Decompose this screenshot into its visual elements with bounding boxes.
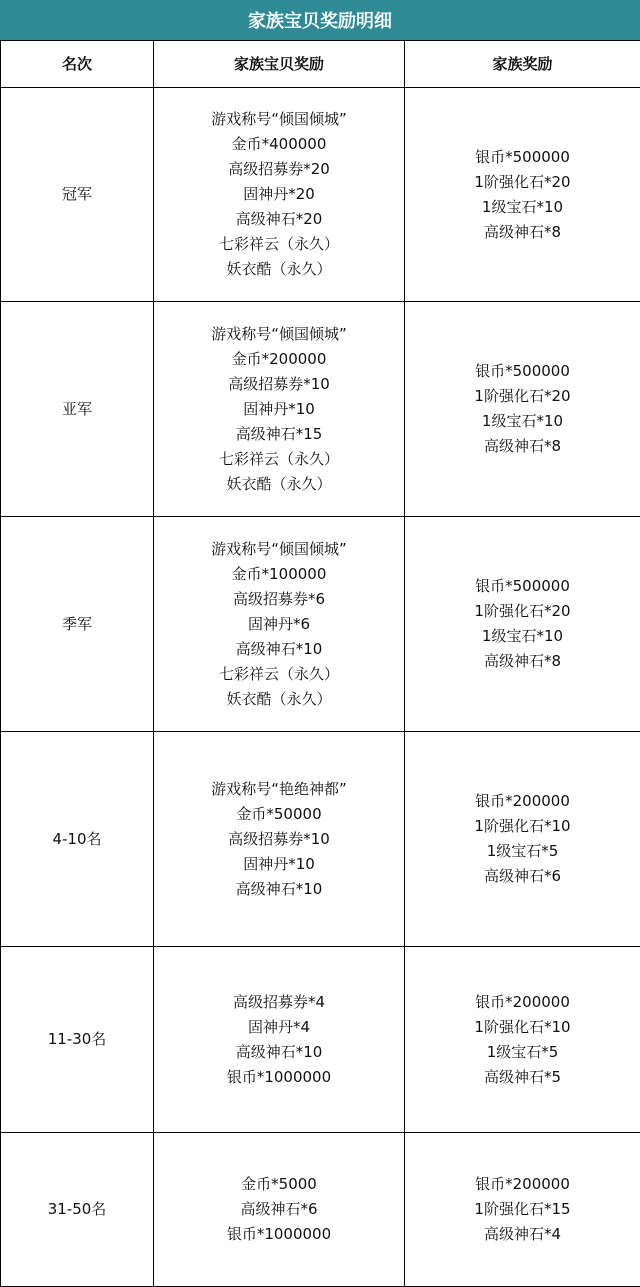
reward-item: 高级神石*8 (405, 220, 640, 245)
header-baby-rewards: 家族宝贝奖励 (154, 41, 405, 88)
reward-item: 银币*200000 (405, 789, 640, 814)
table-row (1, 732, 640, 947)
reward-item: 妖衣酷（永久） (154, 257, 404, 282)
reward-item: 1阶强化石*20 (405, 170, 640, 195)
baby-rewards-cell (154, 947, 405, 1133)
table-row (1, 517, 640, 732)
reward-item: 高级神石*8 (405, 649, 640, 674)
family-rewards-cell (405, 1133, 640, 1287)
reward-item: 七彩祥云（永久） (154, 447, 404, 472)
reward-item: 固神丹*20 (154, 182, 404, 207)
table-row (1, 947, 640, 1133)
rank-cell: 亚军 (1, 302, 154, 517)
header-row (1, 41, 640, 88)
reward-item: 高级神石*10 (154, 637, 404, 662)
table-row (1, 88, 640, 302)
reward-item: 银币*200000 (405, 1172, 640, 1197)
reward-item: 高级神石*5 (405, 1065, 640, 1090)
reward-item: 1级宝石*5 (405, 1040, 640, 1065)
rank-cell: 季军 (1, 517, 154, 732)
reward-item: 高级神石*6 (405, 864, 640, 889)
reward-item: 妖衣酷（永久） (154, 687, 404, 712)
reward-item: 高级招募券*10 (154, 827, 404, 852)
reward-item: 游戏称号“艳绝神都” (154, 777, 404, 802)
rank-cell: 31-50名 (1, 1133, 154, 1287)
family-rewards-cell (405, 88, 640, 302)
reward-item: 游戏称号“倾国倾城” (154, 322, 404, 347)
table-title: 家族宝贝奖励明细 (0, 0, 640, 41)
table-row (1, 1133, 640, 1287)
reward-item: 金币*50000 (154, 802, 404, 827)
family-rewards-cell (405, 732, 640, 947)
reward-item: 妖衣酷（永久） (154, 472, 404, 497)
reward-item: 高级神石*4 (405, 1222, 640, 1247)
reward-item: 银币*500000 (405, 574, 640, 599)
header-rank: 名次 (1, 41, 154, 88)
baby-rewards-cell (154, 517, 405, 732)
reward-item: 1阶强化石*10 (405, 1015, 640, 1040)
reward-item: 高级招募券*4 (154, 990, 404, 1015)
reward-item: 金币*100000 (154, 562, 404, 587)
reward-item: 固神丹*10 (154, 397, 404, 422)
rank-cell: 冠军 (1, 88, 154, 302)
reward-item: 银币*1000000 (154, 1222, 404, 1247)
reward-item: 银币*500000 (405, 359, 640, 384)
reward-item: 高级神石*10 (154, 1040, 404, 1065)
reward-item: 高级神石*10 (154, 877, 404, 902)
baby-rewards-cell (154, 302, 405, 517)
baby-rewards-cell (154, 732, 405, 947)
reward-item: 金币*200000 (154, 347, 404, 372)
reward-item: 银币*200000 (405, 990, 640, 1015)
reward-item: 固神丹*10 (154, 852, 404, 877)
reward-item: 高级神石*8 (405, 434, 640, 459)
reward-item: 1级宝石*10 (405, 195, 640, 220)
table-body (1, 88, 640, 1287)
reward-item: 固神丹*6 (154, 612, 404, 637)
family-rewards-cell (405, 517, 640, 732)
reward-item: 高级神石*15 (154, 422, 404, 447)
reward-item: 银币*500000 (405, 145, 640, 170)
reward-item: 1级宝石*10 (405, 624, 640, 649)
reward-item: 高级招募券*20 (154, 157, 404, 182)
reward-item: 高级招募券*10 (154, 372, 404, 397)
reward-item: 1阶强化石*20 (405, 384, 640, 409)
baby-rewards-cell (154, 88, 405, 302)
table-row (1, 302, 640, 517)
reward-item: 固神丹*4 (154, 1015, 404, 1040)
rank-cell: 11-30名 (1, 947, 154, 1133)
rank-cell: 4-10名 (1, 732, 154, 947)
reward-item: 金币*400000 (154, 132, 404, 157)
reward-item: 金币*5000 (154, 1172, 404, 1197)
reward-item: 1级宝石*5 (405, 839, 640, 864)
header-family-rewards: 家族奖励 (405, 41, 640, 88)
reward-item: 1阶强化石*15 (405, 1197, 640, 1222)
family-rewards-cell (405, 947, 640, 1133)
reward-item: 1级宝石*10 (405, 409, 640, 434)
family-rewards-cell (405, 302, 640, 517)
reward-item: 游戏称号“倾国倾城” (154, 107, 404, 132)
reward-item: 高级神石*20 (154, 207, 404, 232)
baby-rewards-cell (154, 1133, 405, 1287)
reward-item: 1阶强化石*10 (405, 814, 640, 839)
reward-item: 高级神石*6 (154, 1197, 404, 1222)
reward-item: 银币*1000000 (154, 1065, 404, 1090)
reward-item: 游戏称号“倾国倾城” (154, 537, 404, 562)
reward-item: 1阶强化石*20 (405, 599, 640, 624)
reward-item: 七彩祥云（永久） (154, 232, 404, 257)
reward-item: 高级招募券*6 (154, 587, 404, 612)
reward-table (0, 40, 640, 1287)
reward-item: 七彩祥云（永久） (154, 662, 404, 687)
